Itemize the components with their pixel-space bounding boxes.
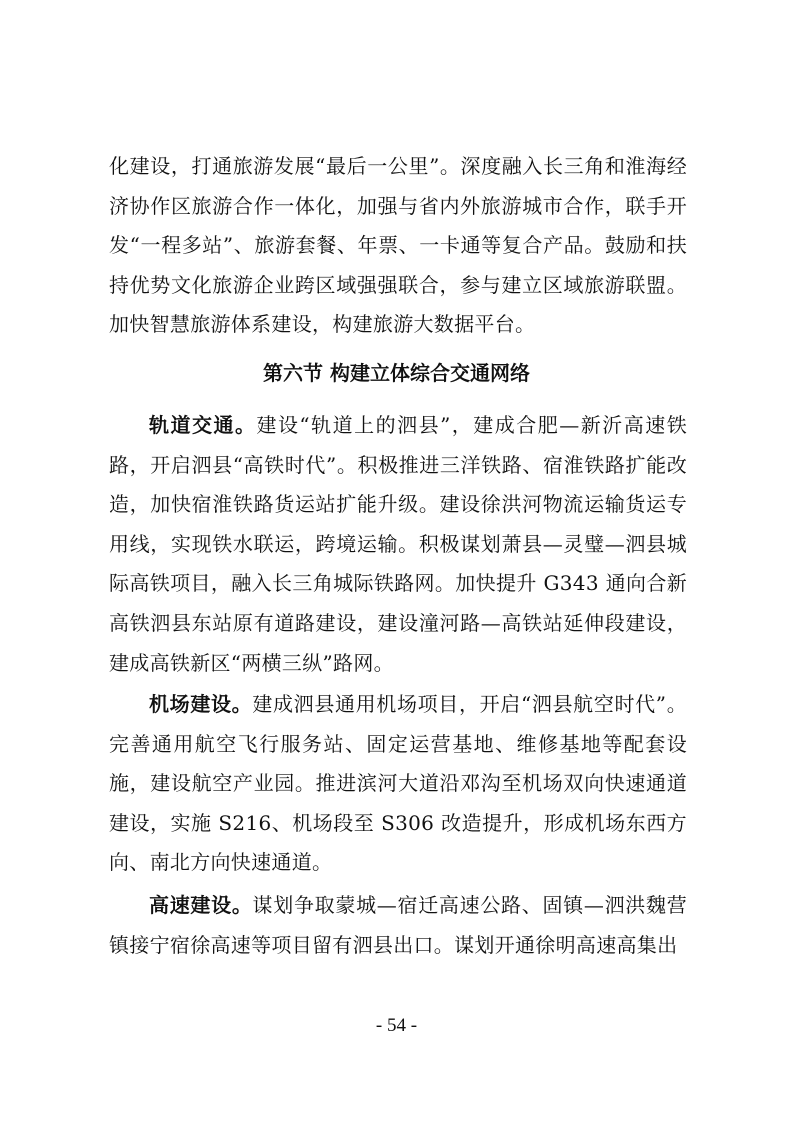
paragraph-body-airport-construction: 建成泗县通用机场项目，开启“泗县航空时代”。完善通用航空飞行服务站、固定运营基地、维修基地等配套设施，建设航空产业园。推进滨河大道沿邓沟至机场双向快速通道建设，实施 S216、机场段至 S306 改造提升，形成机场东西方向、南北方向快速通道。 (109, 692, 687, 875)
paragraph-lead-airport-construction: 机场建设。 (149, 692, 253, 716)
paragraph-airport-construction (109, 685, 687, 883)
continuation-paragraph: 化建设，打通旅游发展“最后一公里”。深度融入长三角和淮海经济协作区旅游合作一体化，加强与省内外旅游城市合作，联手开发“一程多站”、旅游套餐、年票、一卡通等复合产品。鼓励和扶持优势文化旅游企业跨区域强强联合，参与建立区域旅游联盟。加快智慧旅游体系建设，构建旅游大数据平台。 (109, 154, 687, 337)
paragraph-expressway-construction (109, 886, 687, 965)
page-number: - 54 - (375, 1015, 418, 1036)
paragraph-lead-expressway-construction: 高速建设。 (149, 893, 253, 917)
paragraph-body-expressway-construction: 谋划争取蒙城—宿迁高速公路、固镇—泗洪魏营镇接宁宿徐高速等项目留有泗县出口。谋划开通徐明高速高集出 (109, 893, 687, 957)
section-heading: 第六节 构建立体综合交通网络 (263, 361, 530, 385)
paragraph-body-rail-transport: 建设“轨道上的泗县”，建成合肥—新沂高速铁路，开启泗县“高铁时代”。积极推进三洋铁路、宿淮铁路扩能改造，加快宿淮铁路货运站扩能升级。建设徐洪河物流运输货运专用线，实现铁水联运，跨境运输。积极谋划萧县—灵璧—泗县城际高铁项目，融入长三角城际铁路网。加快提升 G343 通向合新高铁泗县东站原有道路建设，建设潼河路—高铁站延伸段建设，建成高铁新区“两横三纵”路网。 (109, 413, 688, 675)
paragraph-lead-rail-transport: 轨道交通。 (149, 413, 257, 437)
paragraph-rail-transport (109, 406, 687, 683)
